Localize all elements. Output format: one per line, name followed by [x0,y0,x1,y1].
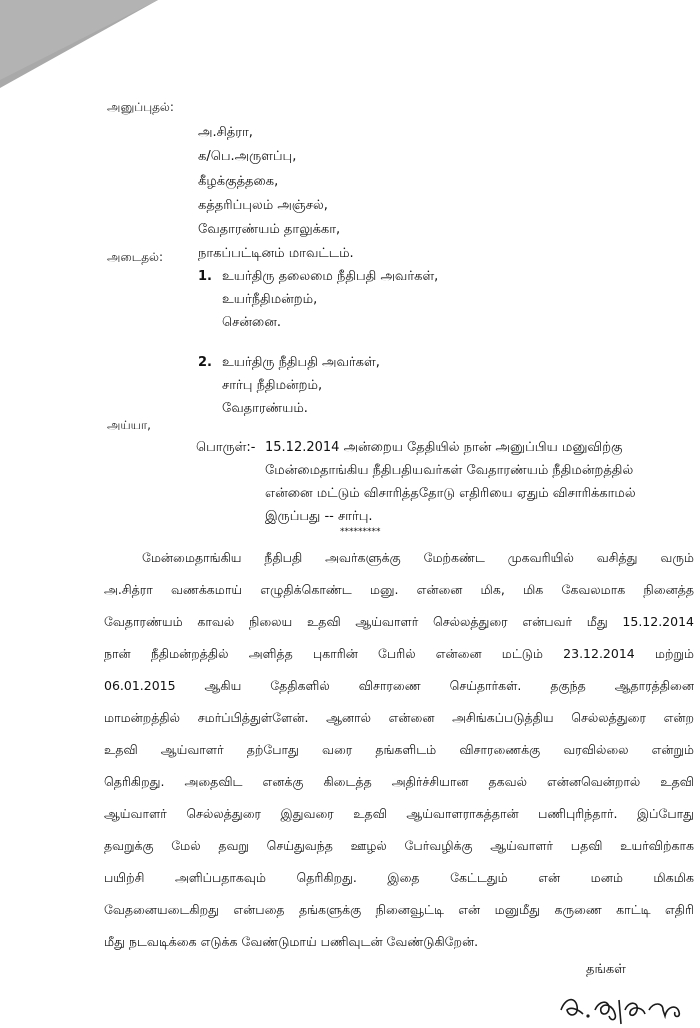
separator-stars: ********* [340,527,381,537]
subject-label: பொருள்:- [196,440,256,455]
sender-address-line: கீழக்குத்தகை, [198,174,279,189]
body-line: பயிற்சி அளிப்பதாகவும் தெரிகிறது. இதை கேட்டதும் என் மனம் மிகமிக [104,870,694,885]
sender-address-line: நாகப்பட்டினம் மாவட்டம். [198,246,354,261]
folded-corner [0,0,160,90]
body-line: 06.01.2015 ஆகிய தேதிகளில் விசாரணை செய்தார்கள். தகுந்த ஆதாரத்தினை [104,678,694,693]
recipient-place: வேதாரண்யம். [222,401,308,416]
sender-name: அ.சித்ரா, [198,125,253,140]
sender-label: அனுப்புதல்: [107,100,174,114]
subject-line: இருப்பது -- சார்பு. [265,509,373,524]
handwritten-signature [555,980,695,1028]
sender-address-line: கத்தரிப்புலம் அஞ்சல், [198,198,328,213]
body-line: தெரிகிறது. அதைவிட எனக்கு கிடைத்த அதிர்ச்சியான தகவல் என்னவென்றால் உதவி [104,774,694,789]
body-line: மேன்மைதாங்கிய நீதிபதி அவர்களுக்கு மேற்கண்ட முகவரியில் வசித்து வரும் [142,550,694,565]
body-line: மீது நடவடிக்கை எடுக்க வேண்டுமாய் பணிவுடன் வேண்டுகிறேன். [104,934,479,949]
sender-address-line: வேதாரண்யம் தாலுக்கா, [198,222,341,237]
body-line: மாமன்றத்தில் சமர்ப்பித்துள்ளேன். ஆனால் என்னை அசிங்கப்படுத்திய செல்லத்துரை என்ற [104,710,694,725]
body-line: உதவி ஆய்வாளர் தற்போது வரை தங்களிடம் விசாரணைக்கு வரவில்லை என்றும் [104,742,694,757]
recipient-office: சார்பு நீதிமன்றம், [222,378,323,393]
body-line: வேதாரண்யம் காவல் நிலைய உதவி ஆய்வாளர் செல்லத்துரை என்பவர் மீது 15.12.2014 [104,614,694,629]
subject-line: மேன்மைதாங்கிய நீதிபதியவர்கள் வேதாரண்யம் நீதிமன்றத்தில் [265,463,634,478]
body-line: வேதனையடைகிறது என்பதை தங்களுக்கு நினைவூட்டி என் மனுமீது கருணை காட்டி எதிரி [104,902,694,917]
body-line: நான் நீதிமன்றத்தில் அளித்த புகாரின் பேரில் என்னை மட்டும் 23.12.2014 மற்றும் [104,646,694,661]
closing-text: தங்கள் [586,962,626,977]
subject-line: என்னை மட்டும் விசாரித்ததோடு எதிரியை ஏதும் விசாரிக்காமல் [265,486,636,501]
body-line: தவறுக்கு மேல் தவறு செய்துவந்த ஊழல் பேர்வழிக்கு ஆய்வாளர் பதவி உயர்விற்காக [104,838,694,853]
recipient-title: உயர்திரு நீதிபதி அவர்கள், [222,355,380,370]
body-line: அ.சித்ரா வணக்கமாய் எழுதிக்கொண்ட மனு. என்னை மிக, மிக கேவலமாக நினைத்த [104,582,694,597]
recipient-office: உயர்நீதிமன்றம், [222,292,318,307]
salutation: அய்யா, [107,418,151,432]
body-line: ஆய்வாளர் செல்லத்துரை இதுவரை உதவி ஆய்வாளராகத்தான் பணிபுரிந்தார். இப்போது [104,806,694,821]
subject-line: 15.12.2014 அன்றைய தேதியில் நான் அனுப்பிய மனுவிற்கு [265,440,623,455]
sender-address-line: க/பெ.அருளப்பு, [198,149,297,164]
recipient-number: 2. [198,355,212,370]
recipient-title: உயர்திரு தலைமை நீதிபதி அவர்கள், [222,269,439,284]
recipient-place: சென்னை. [222,315,281,330]
recipient-number: 1. [198,269,212,284]
recipients-label: அடைதல்: [107,250,164,264]
